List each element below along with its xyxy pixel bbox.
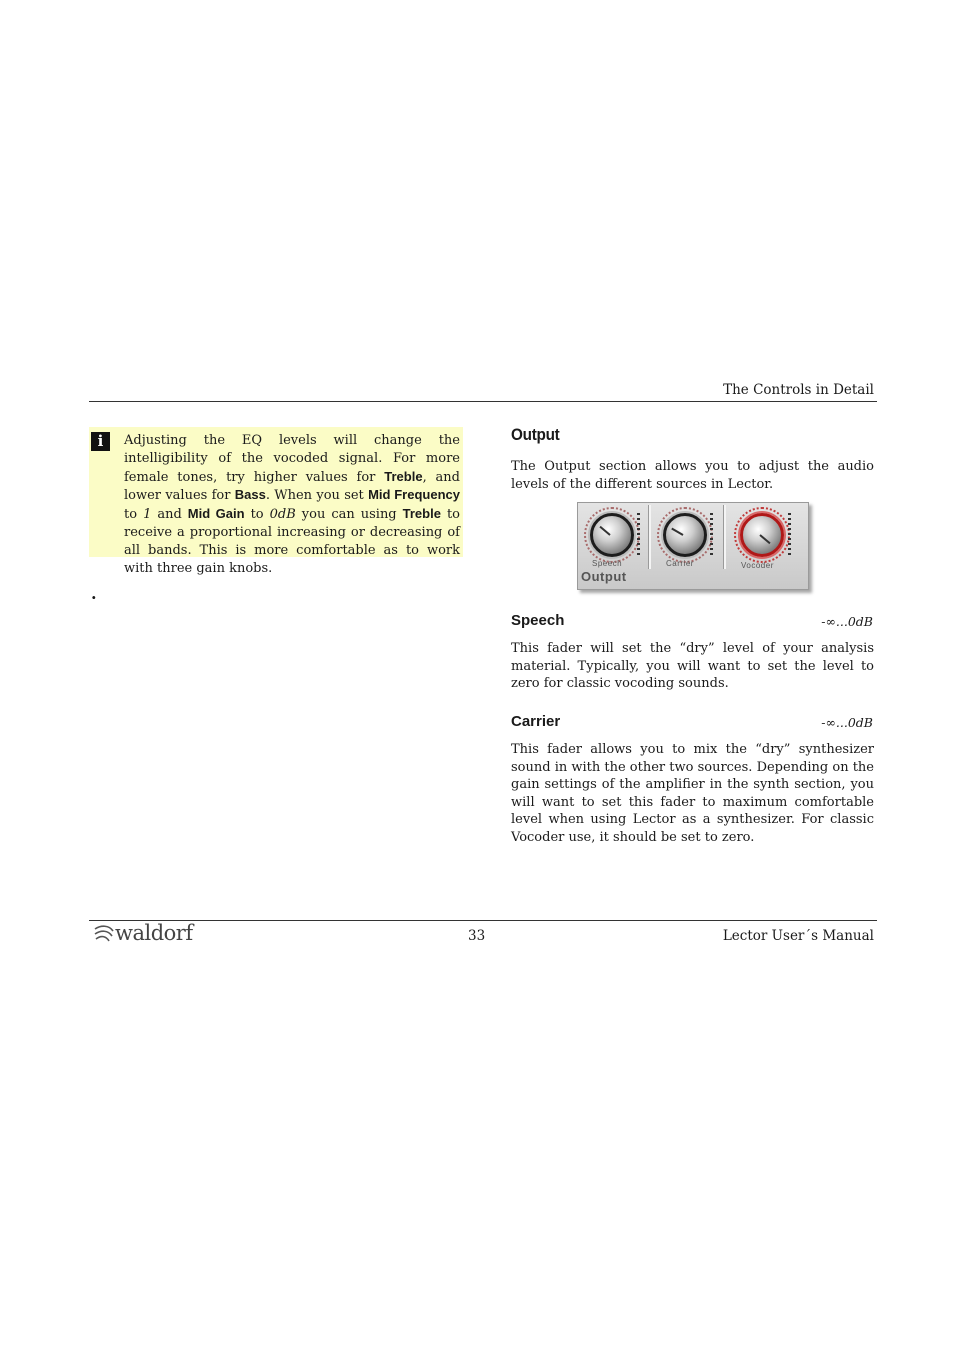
speech-param-name: Speech bbox=[511, 612, 565, 629]
footer-rule bbox=[89, 920, 877, 921]
carrier-param-header bbox=[511, 713, 873, 731]
output-paragraph: The Output section allows you to adjust the audio levels of the different sources in Lector. bbox=[511, 459, 874, 492]
speech-param-header bbox=[511, 612, 873, 630]
carrier-param-range: -∞...0dB bbox=[821, 715, 873, 730]
speech-param-range: -∞...0dB bbox=[821, 614, 873, 629]
carrier-description: This fader allows you to mix the “dry” synthesizer sound in with the other two sources. Depending on the gain settings of the amplifier in the synth section, you will want to set this fader to maximum comfortable level when using Lector as a synthesizer. For classic Vocoder use, it should be set to zero. bbox=[511, 742, 874, 845]
carrier-meter bbox=[710, 513, 713, 557]
carrier-param-name: Carrier bbox=[511, 713, 561, 730]
speech-knob-label: Speech bbox=[592, 559, 623, 568]
waldorf-logo-text: waldorf bbox=[115, 921, 193, 945]
output-heading: Output bbox=[511, 425, 560, 444]
vocoder-knob-label: Vocoder bbox=[741, 561, 774, 570]
info-icon: i bbox=[91, 432, 110, 451]
waldorf-logo bbox=[93, 921, 197, 947]
carrier-knob bbox=[663, 513, 707, 557]
vocoder-knob bbox=[740, 513, 784, 557]
info-note bbox=[89, 427, 463, 576]
output-panel-title: Output bbox=[581, 569, 627, 584]
page-number: 33 bbox=[468, 928, 486, 944]
speech-description: This fader will set the “dry” level of your analysis material. Typically, you will want to set the level to zero for classic vocoding sounds. bbox=[511, 641, 874, 692]
running-header: The Controls in Detail bbox=[723, 382, 874, 398]
vocoder-meter bbox=[788, 513, 791, 557]
speech-meter bbox=[637, 513, 640, 557]
manual-title: Lector User´s Manual bbox=[722, 928, 874, 944]
speech-knob bbox=[590, 513, 634, 557]
waldorf-swirl-icon bbox=[93, 923, 117, 947]
header-rule bbox=[89, 401, 877, 402]
stray-dot: . bbox=[91, 584, 97, 603]
output-panel-image bbox=[577, 502, 809, 590]
carrier-knob-label: Carrier bbox=[666, 559, 694, 568]
info-note-text: Adjusting the EQ levels will change the intelligibility of the vocoded signal. For more female tones, try higher values for Treble, and lower values for Bass. When you set Mid Frequency to 1 and Mid Gain to 0dB you can using Treble to receive a proportional increasing or decreasing of all bands. This is more comfortable as to work with three gain knobs. bbox=[124, 433, 460, 576]
